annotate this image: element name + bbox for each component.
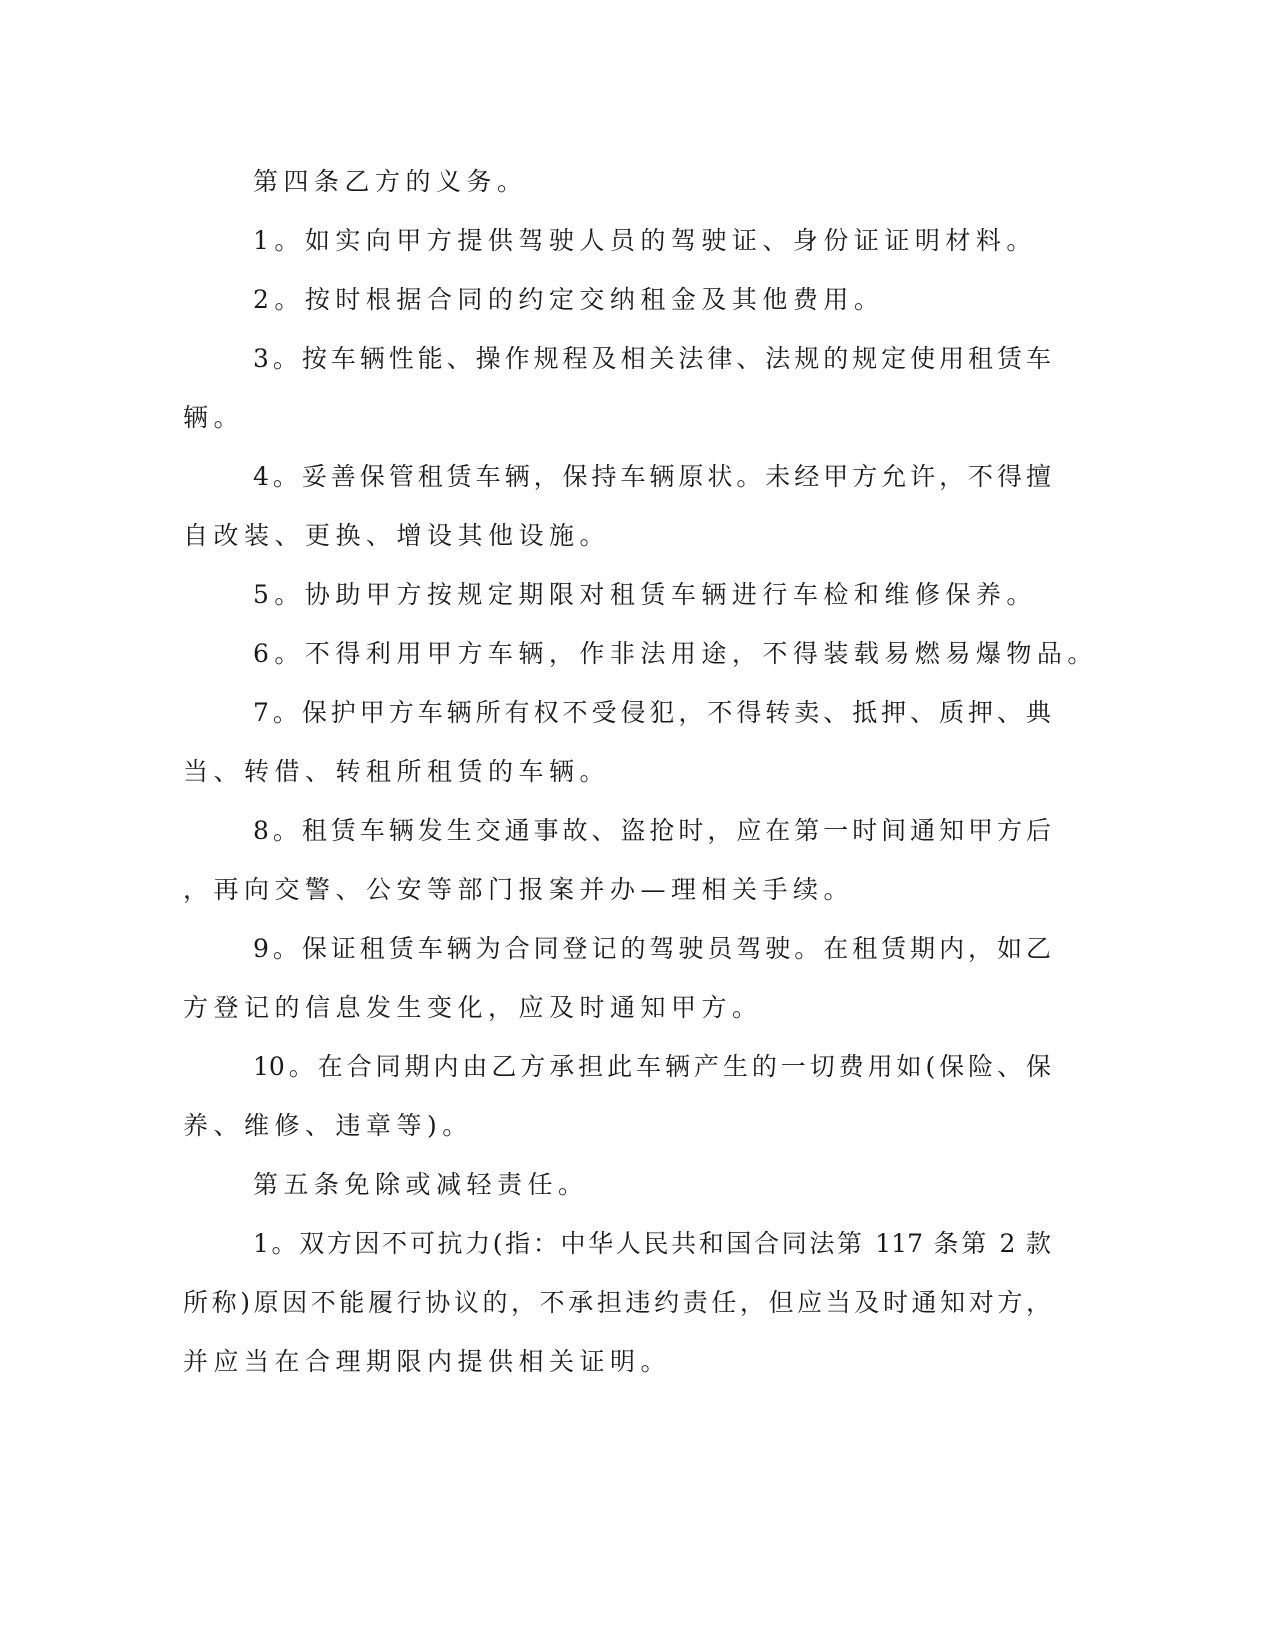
section4-item9-line2: 方登记的信息发生变化，应及时通知甲方。: [183, 993, 763, 1022]
section4-item8-line2: ，再向交警、公安等部门报案并办—理相关手续。: [183, 875, 855, 904]
section4-heading: 第四条乙方的义务。: [253, 167, 528, 196]
section5-item1-line3: 并应当在合理期限内提供相关证明。: [183, 1347, 672, 1376]
section4-item7-line2: 当、转借、转租所租赁的车辆。: [183, 757, 611, 786]
section4-item3-line1: 3。按车辆性能、操作规程及相关法律、法规的规定使用租赁车: [253, 344, 1051, 373]
section4-item10-line1: 10。在合同期内由乙方承担此车辆产生的一切费用如(保险、保: [253, 1052, 1051, 1081]
section4-item3-line2: 辆。: [183, 403, 245, 432]
section5-item1-line2: 所称)原因不能履行协议的，不承担违约责任，但应当及时通知对方，: [183, 1288, 1051, 1317]
section4-item10-line2: 养、维修、违章等)。: [183, 1111, 473, 1140]
section4-item1: 1。如实向甲方提供驾驶人员的驾驶证、身份证证明材料。: [253, 226, 1037, 255]
section4-item7-line1: 7。保护甲方车辆所有权不受侵犯，不得转卖、抵押、质押、典: [253, 698, 1051, 727]
section5-heading: 第五条免除或减轻责任。: [253, 1170, 589, 1199]
section5-item1-line1: 1。双方因不可抗力(指：中华人民共和国合同法第 117 条第 2 款: [253, 1229, 1051, 1258]
section4-item5: 5。协助甲方按规定期限对租赁车辆进行车检和维修保养。: [253, 580, 1037, 609]
section4-item9-line1: 9。保证租赁车辆为合同登记的驾驶员驾驶。在租赁期内，如乙: [253, 934, 1051, 963]
section4-item6: 6。不得利用甲方车辆，作非法用途，不得装载易燃易爆物品。: [253, 639, 1098, 668]
section4-item8-line1: 8。租赁车辆发生交通事故、盗抢时，应在第一时间通知甲方后: [253, 816, 1051, 845]
section4-item4-line2: 自改装、更换、增设其他设施。: [183, 521, 611, 550]
section4-item4-line1: 4。妥善保管租赁车辆，保持车辆原状。未经甲方允许，不得擅: [253, 462, 1051, 491]
section4-item2: 2。按时根据合同的约定交纳租金及其他费用。: [253, 285, 885, 314]
document-body: [183, 152, 1098, 1391]
